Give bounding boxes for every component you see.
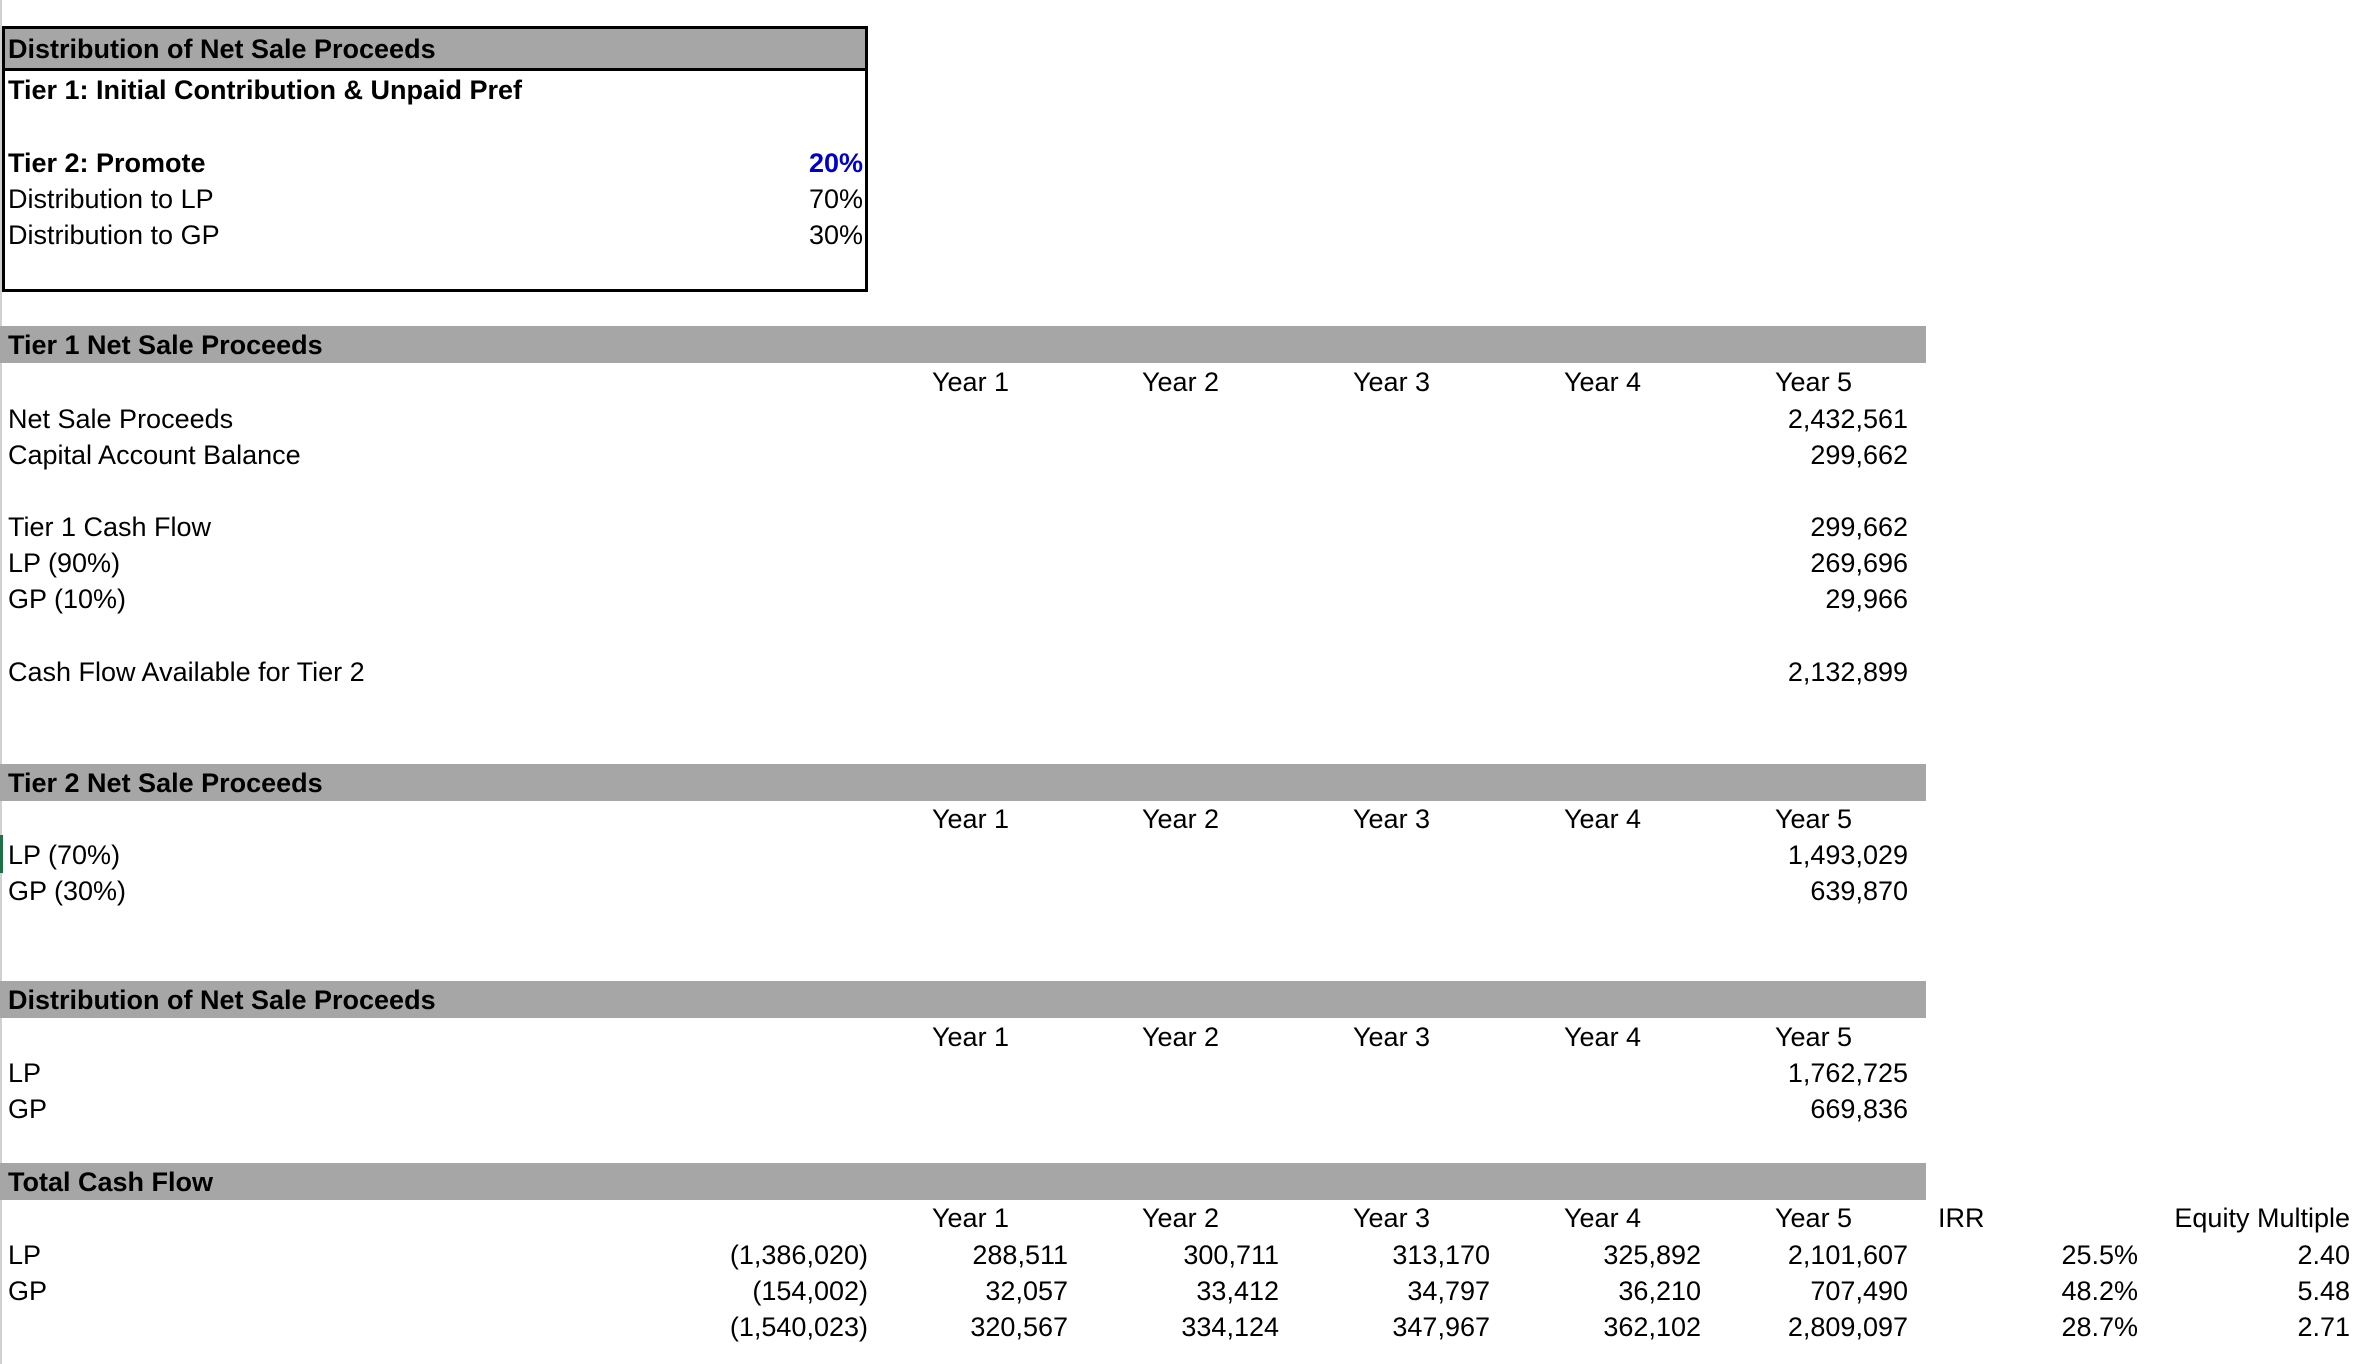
tier1-year2-header[interactable]: Year 2 <box>1142 367 1220 397</box>
net-sale-proceeds-year5[interactable]: 2,432,561 <box>1787 404 1908 434</box>
total-lp-equity-multiple[interactable]: 2.40 <box>2297 1240 2350 1270</box>
tier2-header-bar <box>0 764 1926 801</box>
distribution-gp-label[interactable]: Distribution to GP <box>8 220 220 250</box>
total-sum-year0[interactable]: (1,540,023) <box>729 1312 868 1342</box>
total-lp-year3[interactable]: 313,170 <box>1392 1240 1490 1270</box>
total-gp-year0[interactable]: (154,002) <box>752 1276 868 1306</box>
tier2-lp-label[interactable]: LP (70%) <box>8 840 121 870</box>
distribution-lp-value[interactable]: 70% <box>808 184 863 214</box>
distribution-gp-row-label[interactable]: GP <box>8 1094 48 1124</box>
active-cell-indicator <box>0 835 3 873</box>
total-lp-year4[interactable]: 325,892 <box>1603 1240 1701 1270</box>
tier1-gp-year5[interactable]: 29,966 <box>1825 584 1908 614</box>
total-year1-header[interactable]: Year 1 <box>932 1203 1010 1233</box>
distribution-gp-year5[interactable]: 669,836 <box>1810 1094 1908 1124</box>
distribution-year1-header[interactable]: Year 1 <box>932 1022 1010 1052</box>
total-sum-year2[interactable]: 334,124 <box>1181 1312 1279 1342</box>
total-year3-header[interactable]: Year 3 <box>1353 1203 1431 1233</box>
tier2-section-title[interactable]: Tier 2 Net Sale Proceeds <box>8 768 323 798</box>
total-lp-year5[interactable]: 2,101,607 <box>1787 1240 1908 1270</box>
distribution-year5-header[interactable]: Year 5 <box>1775 1022 1853 1052</box>
total-year4-header[interactable]: Year 4 <box>1564 1203 1642 1233</box>
total-year2-header[interactable]: Year 2 <box>1142 1203 1220 1233</box>
tier1-year5-header[interactable]: Year 5 <box>1775 367 1853 397</box>
tier1-description[interactable]: Tier 1: Initial Contribution & Unpaid Pref <box>8 75 523 105</box>
total-lp-irr[interactable]: 25.5% <box>2061 1240 2138 1270</box>
distribution-header-bar <box>0 981 1926 1018</box>
tier1-lp-year5[interactable]: 269,696 <box>1810 548 1908 578</box>
tier2-year1-header[interactable]: Year 1 <box>932 804 1010 834</box>
cash-flow-available-tier2-year5[interactable]: 2,132,899 <box>1787 657 1908 687</box>
total-sum-year4[interactable]: 362,102 <box>1603 1312 1701 1342</box>
total-sum-equity-multiple[interactable]: 2.71 <box>2297 1312 2350 1342</box>
distribution-lp-row-label[interactable]: LP <box>8 1058 42 1088</box>
tier2-gp-label[interactable]: GP (30%) <box>8 876 127 906</box>
total-cash-flow-header-bar <box>0 1163 1926 1200</box>
tier2-promote-label[interactable]: Tier 2: Promote <box>8 148 206 178</box>
tier1-lp-label[interactable]: LP (90%) <box>8 548 121 578</box>
distribution-year3-header[interactable]: Year 3 <box>1353 1022 1431 1052</box>
assumptions-title[interactable]: Distribution of Net Sale Proceeds <box>8 34 436 64</box>
irr-header[interactable]: IRR <box>1938 1203 1985 1233</box>
total-sum-year5[interactable]: 2,809,097 <box>1787 1312 1908 1342</box>
total-lp-label[interactable]: LP <box>8 1240 42 1270</box>
total-gp-year5[interactable]: 707,490 <box>1810 1276 1908 1306</box>
tier1-section-title[interactable]: Tier 1 Net Sale Proceeds <box>8 330 323 360</box>
tier2-promote-value[interactable]: 20% <box>808 148 863 178</box>
total-cash-flow-section-title[interactable]: Total Cash Flow <box>8 1167 214 1197</box>
total-gp-label[interactable]: GP <box>8 1276 48 1306</box>
total-lp-year1[interactable]: 288,511 <box>972 1240 1068 1270</box>
total-gp-equity-multiple[interactable]: 5.48 <box>2297 1276 2350 1306</box>
tier2-year2-header[interactable]: Year 2 <box>1142 804 1220 834</box>
total-gp-year4[interactable]: 36,210 <box>1618 1276 1701 1306</box>
distribution-year2-header[interactable]: Year 2 <box>1142 1022 1220 1052</box>
total-lp-year0[interactable]: (1,386,020) <box>729 1240 868 1270</box>
tier1-gp-label[interactable]: GP (10%) <box>8 584 127 614</box>
tier1-header-bar <box>0 326 1926 363</box>
tier1-cash-flow-year5[interactable]: 299,662 <box>1810 512 1908 542</box>
capital-account-balance-year5[interactable]: 299,662 <box>1810 440 1908 470</box>
cash-flow-available-tier2-label[interactable]: Cash Flow Available for Tier 2 <box>8 657 365 687</box>
tier2-year5-header[interactable]: Year 5 <box>1775 804 1853 834</box>
total-gp-year3[interactable]: 34,797 <box>1407 1276 1490 1306</box>
distribution-gp-value[interactable]: 30% <box>808 220 863 250</box>
capital-account-balance-label[interactable]: Capital Account Balance <box>8 440 301 470</box>
tier1-year1-header[interactable]: Year 1 <box>932 367 1010 397</box>
distribution-year4-header[interactable]: Year 4 <box>1564 1022 1642 1052</box>
total-sum-year3[interactable]: 347,967 <box>1392 1312 1490 1342</box>
total-gp-year1[interactable]: 32,057 <box>985 1276 1068 1306</box>
total-gp-irr[interactable]: 48.2% <box>2061 1276 2138 1306</box>
tier1-cash-flow-label[interactable]: Tier 1 Cash Flow <box>8 512 212 542</box>
total-year5-header[interactable]: Year 5 <box>1775 1203 1853 1233</box>
tier2-year3-header[interactable]: Year 3 <box>1353 804 1431 834</box>
tier1-year3-header[interactable]: Year 3 <box>1353 367 1431 397</box>
tier2-year4-header[interactable]: Year 4 <box>1564 804 1642 834</box>
tier1-year4-header[interactable]: Year 4 <box>1564 367 1642 397</box>
distribution-section-title[interactable]: Distribution of Net Sale Proceeds <box>8 985 436 1015</box>
tier2-gp-year5[interactable]: 639,870 <box>1810 876 1908 906</box>
distribution-lp-year5[interactable]: 1,762,725 <box>1787 1058 1908 1088</box>
net-sale-proceeds-label[interactable]: Net Sale Proceeds <box>8 404 234 434</box>
tier2-lp-year5[interactable]: 1,493,029 <box>1787 840 1908 870</box>
total-lp-year2[interactable]: 300,711 <box>1183 1240 1279 1270</box>
distribution-lp-label[interactable]: Distribution to LP <box>8 184 214 214</box>
total-gp-year2[interactable]: 33,412 <box>1196 1276 1279 1306</box>
total-sum-year1[interactable]: 320,567 <box>970 1312 1068 1342</box>
equity-multiple-header[interactable]: Equity Multiple <box>2174 1203 2350 1233</box>
total-sum-irr[interactable]: 28.7% <box>2061 1312 2138 1342</box>
